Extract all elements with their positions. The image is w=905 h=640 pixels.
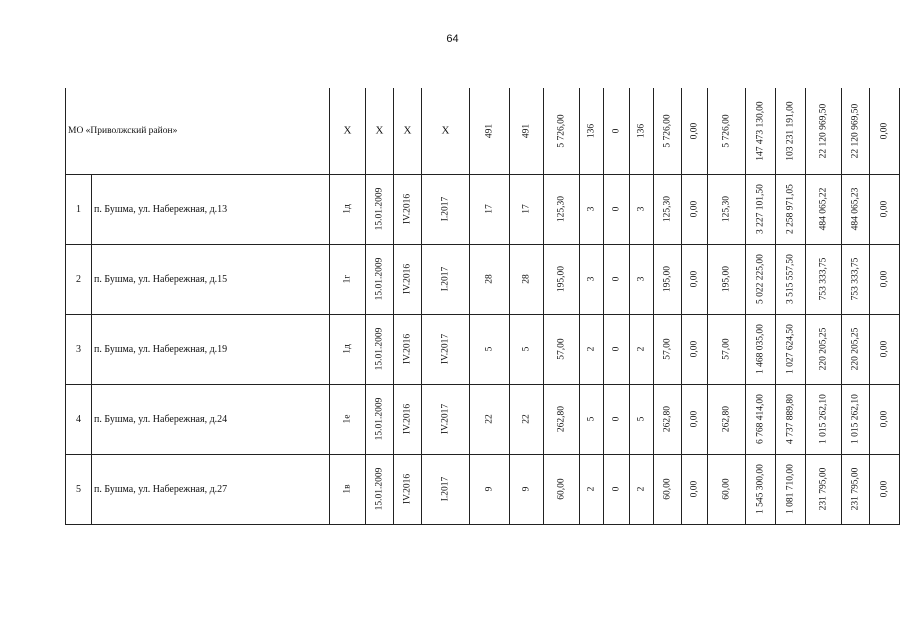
summary-cell-value: Х — [441, 124, 450, 137]
summary-cell — [806, 88, 842, 174]
row-cell-value: 9 — [483, 486, 494, 492]
address-cell: п. Бушма, ул. Набережная, д.24 — [92, 384, 330, 454]
summary-cell — [708, 88, 746, 174]
row-cell-value: 1в — [341, 484, 352, 494]
row-cell-value: 195,00 — [661, 265, 672, 293]
row-cell — [870, 314, 900, 384]
row-cell-value: 0,00 — [688, 200, 699, 218]
row-cell — [776, 454, 806, 524]
summary-cell-value: 147 473 130,00 — [754, 101, 765, 161]
row-cell — [630, 244, 654, 314]
summary-cell — [580, 88, 604, 174]
row-cell-value: 3 — [585, 206, 596, 212]
row-cell — [330, 384, 366, 454]
row-cell — [394, 454, 422, 524]
row-cell — [470, 384, 510, 454]
row-cell — [604, 454, 630, 524]
row-cell-value: 0 — [610, 416, 621, 422]
row-cell-value: 125,30 — [720, 195, 731, 223]
row-cell — [510, 384, 544, 454]
row-cell — [470, 314, 510, 384]
row-cell-value: 2 258 971,05 — [784, 184, 795, 234]
row-cell-value: 2 — [585, 486, 596, 492]
row-cell-value: IV.2017 — [439, 403, 450, 435]
row-cell — [746, 384, 776, 454]
row-cell — [682, 314, 708, 384]
summary-cell-value: 5 726,00 — [661, 114, 672, 148]
row-cell-value: 0,00 — [688, 270, 699, 288]
summary-cell-value: 103 231 191,00 — [784, 101, 795, 161]
row-cell — [746, 314, 776, 384]
row-cell-value: 0,00 — [688, 480, 699, 498]
row-cell — [604, 174, 630, 244]
summary-cell-value: 5 726,00 — [555, 114, 566, 148]
row-cell — [330, 174, 366, 244]
row-cell-value: 5 022 225,00 — [754, 254, 765, 304]
housing-table — [65, 88, 900, 525]
row-cell-value: 0 — [610, 486, 621, 492]
row-cell-value: 753 333,75 — [817, 257, 828, 301]
row-cell-value: IV.2016 — [401, 193, 412, 225]
row-cell-value: I.2017 — [439, 476, 450, 502]
row-cell — [510, 454, 544, 524]
row-cell — [580, 244, 604, 314]
row-cell — [708, 244, 746, 314]
row-cell — [708, 314, 746, 384]
row-index-cell: 5 — [66, 454, 92, 524]
table-row — [66, 384, 900, 454]
row-cell-value: 15.01.2009 — [373, 397, 384, 441]
row-cell — [604, 384, 630, 454]
summary-cell-value: Х — [403, 124, 412, 137]
row-cell — [842, 384, 870, 454]
summary-cell-value: 0,00 — [878, 122, 889, 140]
row-cell — [470, 174, 510, 244]
row-cell-value: 1 468 035,00 — [754, 324, 765, 374]
row-cell — [366, 384, 394, 454]
row-cell-value: 9 — [520, 486, 531, 492]
row-cell — [394, 244, 422, 314]
row-cell-value: 0,00 — [878, 270, 889, 288]
row-cell — [394, 174, 422, 244]
summary-cell-value: Х — [343, 124, 352, 137]
row-cell — [806, 174, 842, 244]
row-index-cell: 1 — [66, 174, 92, 244]
row-cell — [580, 314, 604, 384]
row-cell-value: 1 027 624,50 — [784, 324, 795, 374]
row-cell — [654, 174, 682, 244]
row-cell — [776, 384, 806, 454]
row-cell-value: 5 — [585, 416, 596, 422]
row-index-cell: 2 — [66, 244, 92, 314]
row-cell — [708, 174, 746, 244]
row-cell-value: 195,00 — [555, 265, 566, 293]
row-cell-value: 0 — [610, 276, 621, 282]
row-cell — [330, 314, 366, 384]
row-cell-value: 0,00 — [878, 200, 889, 218]
row-cell-value: IV.2016 — [401, 333, 412, 365]
row-cell — [366, 314, 394, 384]
row-cell-value: 220 205,25 — [849, 327, 860, 371]
address-cell: п. Бушма, ул. Набережная, д.19 — [92, 314, 330, 384]
row-cell-value: I.2017 — [439, 196, 450, 222]
row-cell-value: 2 — [635, 486, 646, 492]
summary-cell-value: 22 120 969,50 — [817, 103, 828, 159]
row-cell-value: 220 205,25 — [817, 327, 828, 371]
row-index-cell: 4 — [66, 384, 92, 454]
row-cell-value: 17 — [520, 204, 531, 214]
row-cell — [394, 314, 422, 384]
row-cell — [708, 384, 746, 454]
row-cell — [422, 244, 470, 314]
summary-cell — [746, 88, 776, 174]
row-cell-value: 57,00 — [661, 338, 672, 360]
address-cell: п. Бушма, ул. Набережная, д.15 — [92, 244, 330, 314]
row-cell — [806, 454, 842, 524]
row-cell-value: 3 515 557,50 — [784, 254, 795, 304]
row-cell-value: 2 — [585, 346, 596, 352]
row-cell-value: 22 — [520, 414, 531, 424]
row-cell — [870, 174, 900, 244]
summary-cell-value: 491 — [483, 123, 494, 138]
row-cell-value: 28 — [483, 274, 494, 284]
row-cell — [842, 244, 870, 314]
summary-cell — [842, 88, 870, 174]
summary-cell — [422, 88, 470, 174]
row-cell — [510, 314, 544, 384]
page-number: 64 — [446, 33, 459, 45]
row-cell — [330, 244, 366, 314]
row-cell — [470, 454, 510, 524]
row-cell — [870, 454, 900, 524]
row-cell-value: 125,30 — [661, 195, 672, 223]
table-row — [66, 244, 900, 314]
row-cell-value: IV.2016 — [401, 403, 412, 435]
row-cell-value: 0,00 — [688, 410, 699, 428]
summary-cell — [330, 88, 366, 174]
table-row — [66, 174, 900, 244]
row-cell-value: 60,00 — [661, 478, 672, 500]
row-cell-value: 231 795,00 — [817, 467, 828, 511]
summary-cell — [630, 88, 654, 174]
address-cell: п. Бушма, ул. Набережная, д.27 — [92, 454, 330, 524]
row-cell — [422, 384, 470, 454]
row-cell — [870, 384, 900, 454]
row-cell-value: 262,80 — [555, 405, 566, 433]
summary-cell — [654, 88, 682, 174]
summary-cell — [682, 88, 708, 174]
table-row — [66, 454, 900, 524]
row-cell-value: 6 768 414,00 — [754, 394, 765, 444]
row-cell — [330, 454, 366, 524]
row-cell-value: 0,00 — [878, 480, 889, 498]
row-cell-value: IV.2016 — [401, 473, 412, 505]
row-cell-value: 28 — [520, 274, 531, 284]
row-cell-value: 125,30 — [555, 195, 566, 223]
row-cell-value: 484 065,23 — [849, 187, 860, 231]
row-cell — [422, 314, 470, 384]
row-cell — [604, 314, 630, 384]
row-cell — [580, 174, 604, 244]
summary-cell-value: 136 — [585, 123, 596, 138]
summary-name-cell: МО «Приволжский район» — [66, 88, 330, 174]
row-cell — [366, 454, 394, 524]
row-cell-value: 0,00 — [878, 340, 889, 358]
row-cell-value: 57,00 — [555, 338, 566, 360]
row-cell-value: 3 — [585, 276, 596, 282]
row-cell-value: 5 — [520, 346, 531, 352]
row-cell — [422, 174, 470, 244]
row-cell-value: 3 — [635, 206, 646, 212]
summary-cell-value: Х — [375, 124, 384, 137]
row-cell — [654, 314, 682, 384]
row-cell-value: I.2017 — [439, 266, 450, 292]
row-cell — [544, 384, 580, 454]
summary-cell — [366, 88, 394, 174]
row-cell — [366, 244, 394, 314]
row-cell-value: 60,00 — [720, 478, 731, 500]
row-cell-value: 1д — [341, 204, 352, 214]
summary-cell-value: 0,00 — [688, 122, 699, 140]
row-cell — [746, 454, 776, 524]
summary-cell — [544, 88, 580, 174]
row-cell — [842, 454, 870, 524]
row-cell — [776, 244, 806, 314]
row-cell-value: 1е — [341, 414, 352, 424]
row-cell-value: 5 — [483, 346, 494, 352]
row-cell — [510, 174, 544, 244]
summary-cell — [510, 88, 544, 174]
row-cell — [510, 244, 544, 314]
row-cell — [580, 454, 604, 524]
summary-cell-value: 491 — [520, 123, 531, 138]
row-cell-value: 15.01.2009 — [373, 467, 384, 511]
row-index-cell: 3 — [66, 314, 92, 384]
row-cell-value: 4 737 889,80 — [784, 394, 795, 444]
row-cell — [470, 244, 510, 314]
row-cell-value: 1д — [341, 344, 352, 354]
table-row-summary — [66, 88, 900, 174]
row-cell — [630, 454, 654, 524]
row-cell-value: 15.01.2009 — [373, 187, 384, 231]
row-cell-value: 0,00 — [878, 410, 889, 428]
summary-cell — [776, 88, 806, 174]
row-cell — [394, 384, 422, 454]
row-cell — [870, 244, 900, 314]
row-cell-value: 2 — [635, 346, 646, 352]
row-cell-value: 1г — [341, 274, 352, 284]
row-cell — [806, 384, 842, 454]
row-cell-value: 1 015 262,10 — [849, 394, 860, 444]
row-cell-value: 195,00 — [720, 265, 731, 293]
row-cell-value: 484 065,22 — [817, 187, 828, 231]
row-cell-value: 3 227 101,50 — [754, 184, 765, 234]
row-cell-value: 0,00 — [688, 340, 699, 358]
row-cell-value: 1 545 300,00 — [754, 464, 765, 514]
row-cell-value: 5 — [635, 416, 646, 422]
row-cell-value: 231 795,00 — [849, 467, 860, 511]
row-cell-value: 262,80 — [720, 405, 731, 433]
row-cell — [654, 244, 682, 314]
summary-cell-value: 136 — [635, 123, 646, 138]
row-cell-value: 1 081 710,00 — [784, 464, 795, 514]
row-cell-value: 17 — [483, 204, 494, 214]
summary-cell — [470, 88, 510, 174]
row-cell — [630, 174, 654, 244]
row-cell — [544, 244, 580, 314]
row-cell-value: 60,00 — [555, 478, 566, 500]
row-cell-value: 1 015 262,10 — [817, 394, 828, 444]
summary-cell — [394, 88, 422, 174]
row-cell-value: 57,00 — [720, 338, 731, 360]
row-cell — [842, 314, 870, 384]
row-cell — [682, 244, 708, 314]
table-row — [66, 314, 900, 384]
row-cell-value: 22 — [483, 414, 494, 424]
row-cell — [682, 454, 708, 524]
row-cell — [604, 244, 630, 314]
row-cell-value: 15.01.2009 — [373, 327, 384, 371]
row-cell — [580, 384, 604, 454]
row-cell — [544, 454, 580, 524]
row-cell — [366, 174, 394, 244]
row-cell-value: 753 333,75 — [849, 257, 860, 301]
row-cell-value: 0 — [610, 346, 621, 352]
row-cell — [842, 174, 870, 244]
row-cell — [776, 174, 806, 244]
row-cell — [544, 314, 580, 384]
address-cell: п. Бушма, ул. Набережная, д.13 — [92, 174, 330, 244]
row-cell-value: 0 — [610, 206, 621, 212]
row-cell-value: IV.2016 — [401, 263, 412, 295]
summary-cell-value: 5 726,00 — [720, 114, 731, 148]
row-cell — [806, 244, 842, 314]
row-cell — [630, 314, 654, 384]
row-cell — [630, 384, 654, 454]
row-cell-value: 15.01.2009 — [373, 257, 384, 301]
summary-cell — [870, 88, 900, 174]
row-cell — [806, 314, 842, 384]
row-cell — [682, 174, 708, 244]
row-cell-value: IV.2017 — [439, 333, 450, 365]
row-cell — [544, 174, 580, 244]
summary-cell-value: 0 — [610, 128, 621, 134]
summary-cell-value: 22 120 969,50 — [849, 103, 860, 159]
row-cell — [708, 454, 746, 524]
row-cell — [654, 384, 682, 454]
row-cell — [422, 454, 470, 524]
row-cell — [776, 314, 806, 384]
row-cell — [746, 244, 776, 314]
row-cell — [746, 174, 776, 244]
summary-cell — [604, 88, 630, 174]
row-cell-value: 3 — [635, 276, 646, 282]
row-cell — [654, 454, 682, 524]
row-cell — [682, 384, 708, 454]
row-cell-value: 262,80 — [661, 405, 672, 433]
